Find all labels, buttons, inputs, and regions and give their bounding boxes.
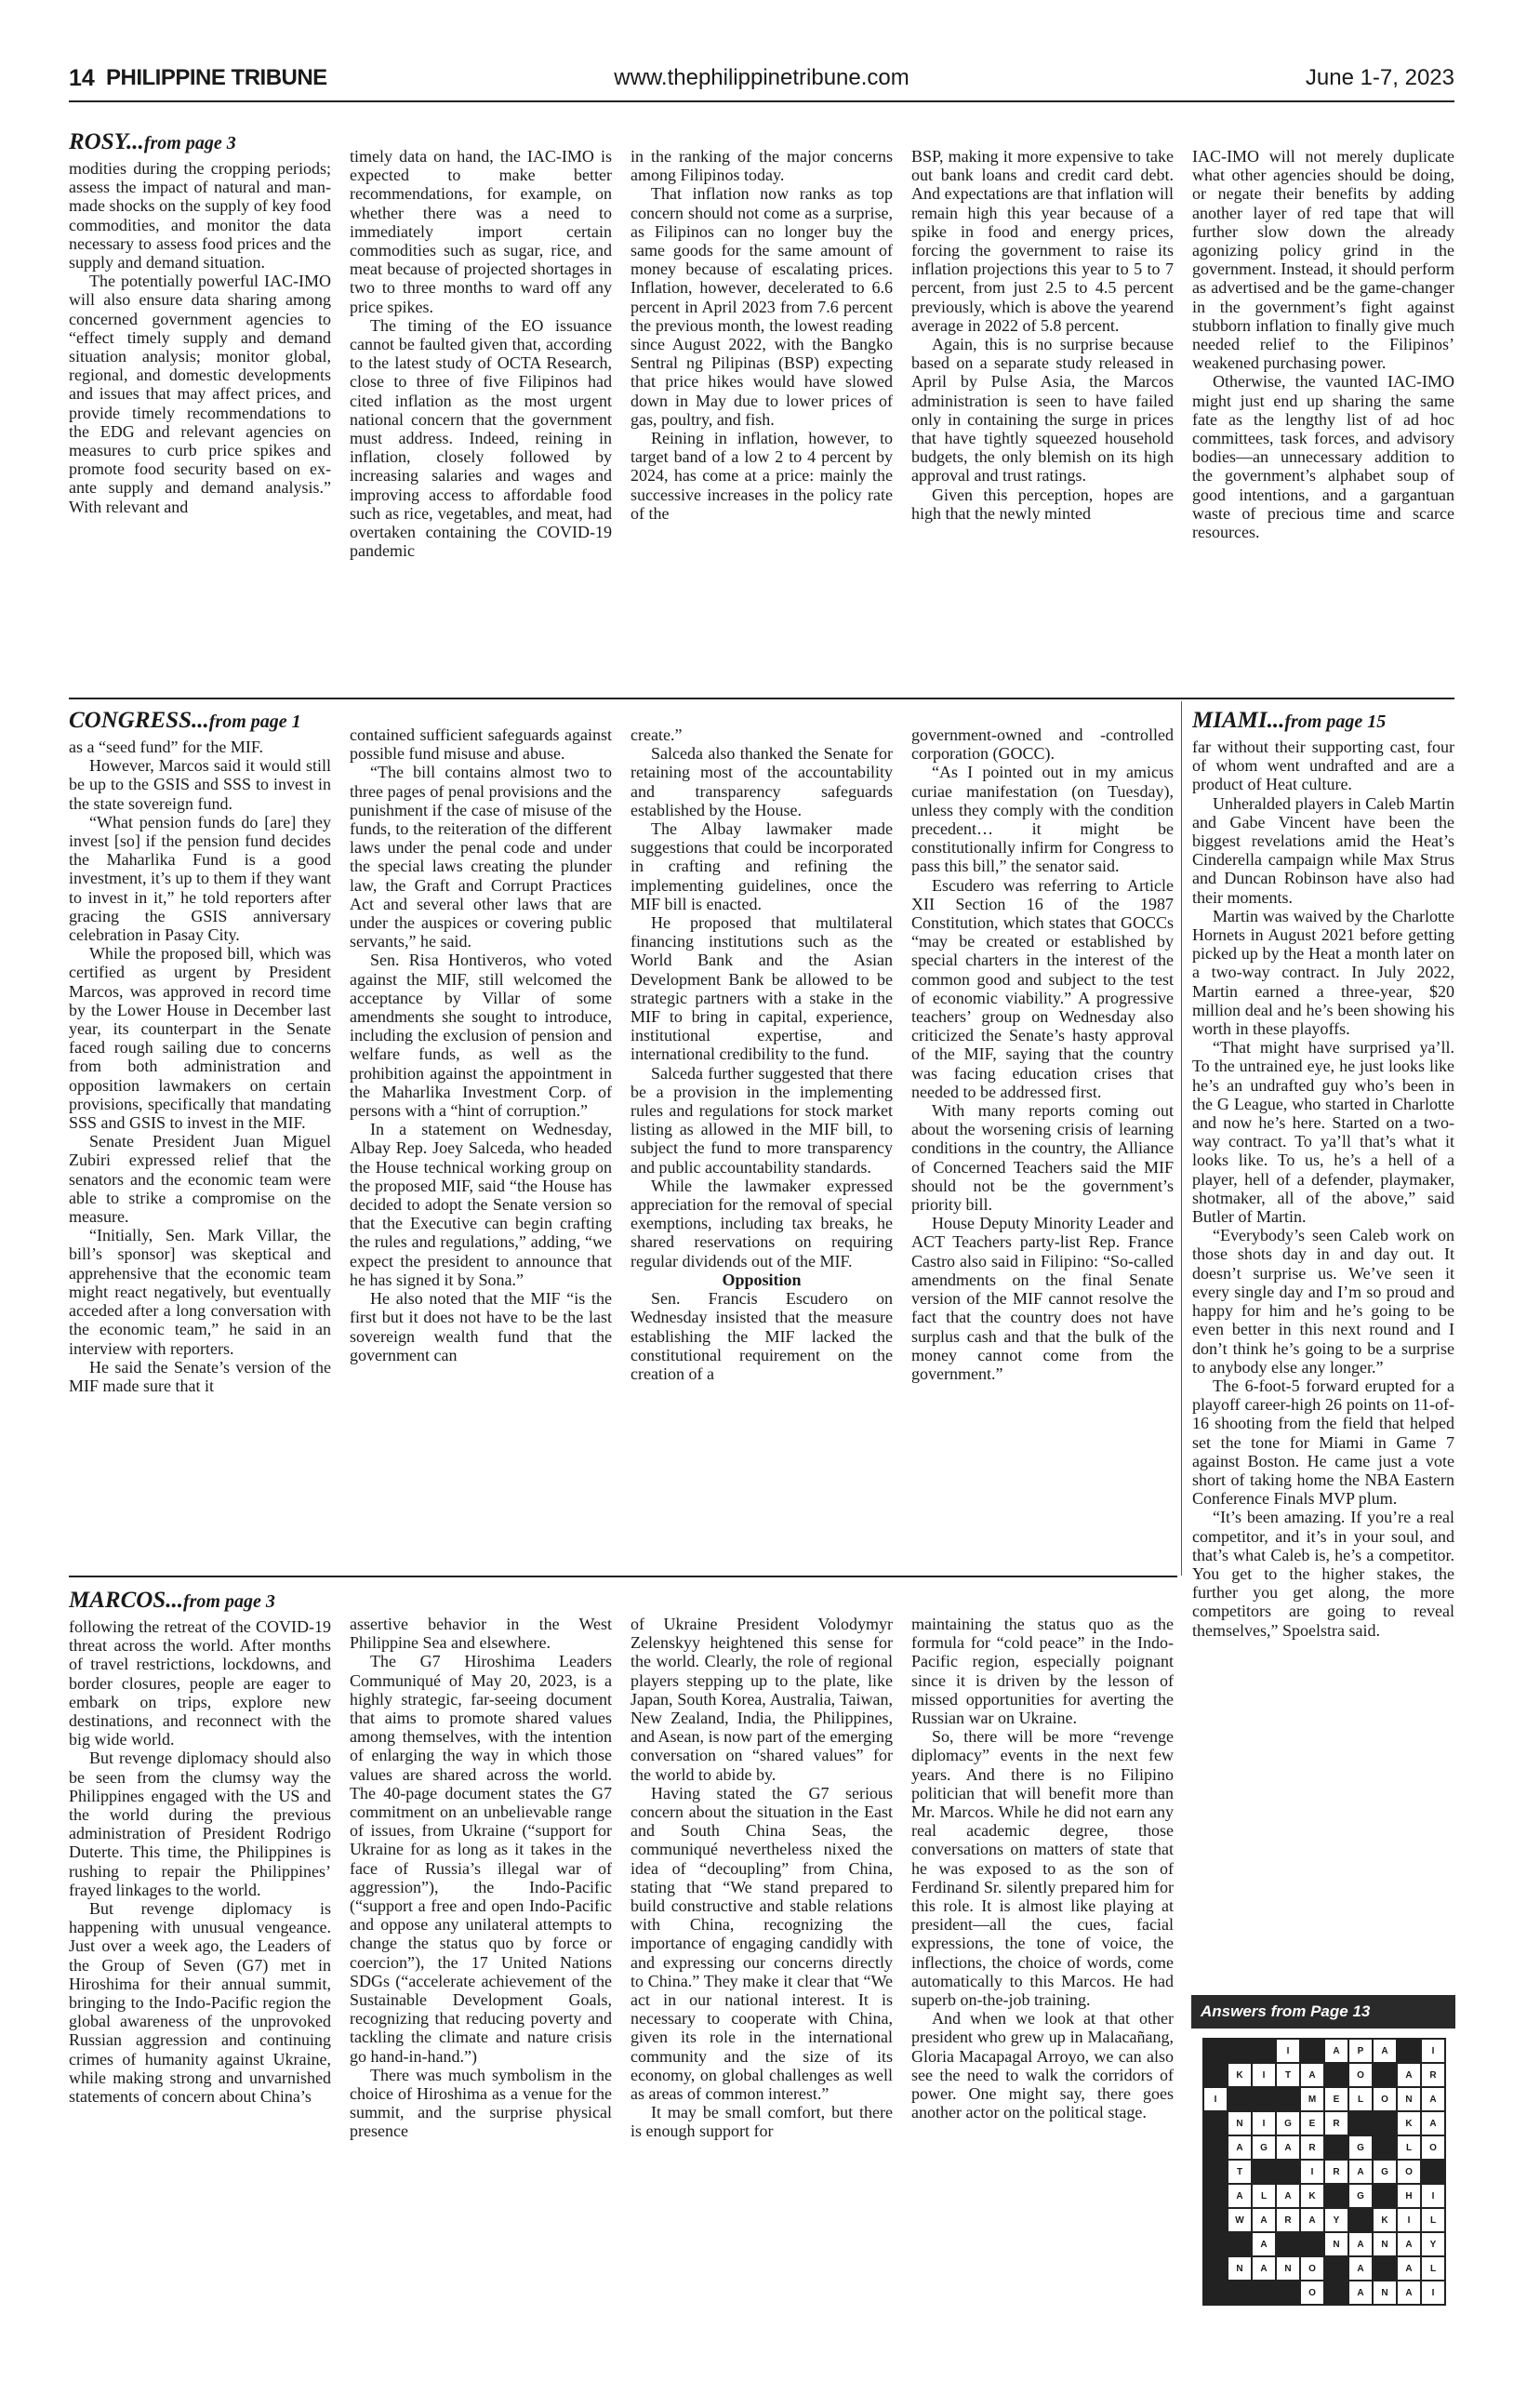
grid-letter: I xyxy=(1252,2111,1276,2135)
paragraph: modities during the cropping periods; assess the impact of natural and man-made shocks on the supply of key food commodities, and monitor the data necessary to assess food prices and the supply and demand situation. xyxy=(69,159,331,273)
rosy-column-2 xyxy=(350,147,612,693)
grid-block xyxy=(1276,2281,1300,2305)
grid-letter: K xyxy=(1397,2111,1421,2135)
paragraph: House Deputy Minority Leader and ACT Teachers party-list Rep. France Castro also said in Filipino: “So-called amendments on the final Senate version of the MIF cannot resolve the fact that the country does not have surplus cash and that the bulk of the money cannot come from the government.” xyxy=(911,1214,1174,1383)
grid-letter: I xyxy=(1421,2039,1445,2063)
grid-block xyxy=(1228,2087,1252,2111)
grid-letter: A xyxy=(1348,2232,1373,2256)
paragraph: He also noted that the MIF “is the first but it does not have to be the last sovereign wealth fund that the government can xyxy=(350,1289,612,1364)
paragraph: Having stated the G7 serious concern about the situation in the East and South China Seas, the communiqué nevertheless nixed the idea of “decoupling” from China, stating that “We stand prepared to build constructive and stable relations with China, recognizing the importance of engaging candidly with and expressing our concerns directly to China.” They make it clear that “We act in our national interest. It is necessary to cooperate with China, given its role in the international community and the size of its economy, on global challenges as well as areas of common interest.” xyxy=(631,1783,893,2104)
paragraph: The Albay lawmaker made suggestions that could be incorporated in crafting and refining the implementing guidelines, once the MIF bill is enacted. xyxy=(631,819,893,913)
grid-block xyxy=(1276,2160,1300,2184)
section-divider xyxy=(69,1576,1177,1577)
grid-letter: O xyxy=(1397,2160,1421,2184)
paragraph: The potentially powerful IAC-IMO will also ensure data sharing among concerned government agencies to “effect timely supply and demand situation analysis; monitor global, regional, and domestic developments and issues that may affect prices, and provide timely recommendations to the EDG and relevant agencies on measures to curb price spikes and promote food security based on ex-ante supply and demand analysis.” With relevant and xyxy=(69,272,331,516)
miami-column xyxy=(1192,707,1454,1986)
paragraph: Martin was waived by the Charlotte Hornets in August 2021 before getting picked up by the Heat a month later on a two-way contract. In July 2022, Martin earned a three-year, $20 million deal and he’s been showing his worth in these playoffs. xyxy=(1192,906,1454,1039)
grid-letter: N xyxy=(1397,2087,1421,2111)
grid-block xyxy=(1203,2232,1228,2256)
grid-letter: I xyxy=(1252,2063,1276,2087)
grid-letter: N xyxy=(1276,2256,1300,2281)
marcos-column-1 xyxy=(69,1587,331,2312)
grid-block xyxy=(1373,2135,1397,2160)
paragraph: “Everybody’s seen Caleb work on those shots day in and day out. It doesn’t surprise us. We’ve seen it every single day and I’m so proud and happy for him and he’s going to be even better in this next round and I don’t think he’s going to be a surprise to anybody else any longer.” xyxy=(1192,1226,1454,1377)
paragraph: With many reports coming out about the worsening crisis of learning conditions in the country, the Alliance of Concerned Teachers said the MIF should not be the government’s priority bill. xyxy=(911,1101,1174,1215)
grid-letter: G xyxy=(1348,2184,1373,2208)
grid-letter: R xyxy=(1421,2063,1445,2087)
grid-letter: I xyxy=(1421,2281,1445,2305)
paragraph: “What pension funds do [are] they invest [so] if the pension fund decides the Maharlika Fund is a good investment, it’s up to them if they want to invest in it,” he told reporters after gracing the GSIS anniversary celebration in Pasay City. xyxy=(69,812,331,945)
paragraph: Salceda also thanked the Senate for retaining most of the accountability and transparency safeguards established by the House. xyxy=(631,744,893,819)
paragraph: maintaining the status quo as the formula for “cold peace” in the Indo-Pacific region, especially poignant since it is driven by the lesson of missed opportunities for averting the Russian war on Ukraine. xyxy=(911,1615,1174,1728)
miami-kicker: MIAMI...from page 15 xyxy=(1192,708,1387,733)
grid-letter: A xyxy=(1300,2208,1324,2232)
page-number: 14 xyxy=(69,65,95,91)
paragraph: “It’s been amazing. If you’re a real competitor, and it’s in your soul, and that’s what Caleb is, he’s a competitor. You get to the higher stakes, the further you get along, the more competitors are going to reveal themselves,” Spoelstra said. xyxy=(1192,1508,1454,1640)
grid-letter: G xyxy=(1348,2135,1373,2160)
grid-block xyxy=(1397,2039,1421,2063)
paragraph: timely data on hand, the IAC-IMO is expected to make better recommendations, for example, on whether there was a need to immediately import certain commodities such as sugar, rice, and meat because of projected shortages in two to three months to ward off any price spikes. xyxy=(350,147,612,316)
paragraph: contained sufficient safeguards against possible fund misuse and abuse. xyxy=(350,725,612,764)
paragraph: Salceda further suggested that there be a provision in the implementing rules and regulations for stock market listing as allowed in the MIF bill, to subject the fund to more transparency and public accountability standards. xyxy=(631,1063,893,1177)
grid-letter: A xyxy=(1397,2256,1421,2281)
paragraph: He proposed that multilateral financing institutions such as the World Bank and the Asian Development Bank be allowed to be strategic partners with a stake in the MIF to bring in capital, experience, institutional expertise, and international credibility to the fund. xyxy=(631,913,893,1064)
grid-letter: A xyxy=(1397,2281,1421,2305)
grid-block xyxy=(1252,2039,1276,2063)
grid-block xyxy=(1348,2208,1373,2232)
grid-letter: E xyxy=(1300,2111,1324,2135)
grid-letter: O xyxy=(1373,2087,1397,2111)
grid-block xyxy=(1300,2039,1324,2063)
congress-kicker: CONGRESS...from page 1 xyxy=(69,708,301,733)
paragraph: And when we look at that other president who grew up in Malacañang, Gloria Macapagal Arroyo, we can also see the need to walk the corridors of power. One might say, there goes another actor on the political stage. xyxy=(911,2009,1174,2122)
grid-letter: R xyxy=(1276,2208,1300,2232)
grid-block xyxy=(1203,2256,1228,2281)
congress-column-3 xyxy=(631,725,893,1572)
paragraph: So, there will be more “revenge diplomacy” events in the next few years. And there is no Filipino politician that will benefit more than Mr. Marcos. While he did not earn any real academic degree, those conversations on matters of state that he was exposed to as the son of Ferdinand Sr. silently prepared him for this role. It is almost like playing at president—all the cues, facial expressions, the tone of voice, the inflections, the choice of words, come automatically to this Marcos. He had superb on-the-job training. xyxy=(911,1727,1174,2010)
paragraph: “That might have surprised ya’ll. To the untrained eye, he just looks like he’s an undrafted guy who’s been in the G League, who started in Charlotte and now he’s here. Started on a two-way contract. To ya’ll that’s what it looks like. To us, he’s a hell of a player, hell of a defender, playmaker, shotmaker, all of the above,” said Butler of Martin. xyxy=(1192,1038,1454,1227)
section-divider xyxy=(69,698,1454,699)
grid-letter: E xyxy=(1324,2087,1348,2111)
paragraph: assertive behavior in the West Philippine Sea and elsewhere. xyxy=(350,1615,612,1653)
congress-column-2 xyxy=(350,725,612,1572)
paragraph: Reining in inflation, however, to target band of a low 2 to 4 percent by 2024, has come at a price: mainly the successive increases in the policy rate of the xyxy=(631,429,893,523)
paragraph: of Ukraine President Volodymyr Zelenskyy heightened this sense for the world. Clearly, the role of regional players stepping up to the plate, like Japan, South Korea, Australia, Taiwan, New Zealand, India, the Philippines, and Asean, is now part of the emerging conversation on “shared values” for the world to abide by. xyxy=(631,1615,893,1784)
grid-letter: A xyxy=(1421,2087,1445,2111)
paragraph: BSP, making it more expensive to take out bank loans and credit card debt. And expectations are that inflation will remain high this year because of a spike in food and energy prices, forcing the government to raise its inflation projections this year to 5 to 7 percent, from just 2.5 to 4.5 percent previously, which is above the yearend average in 2022 of 5.8 percent. xyxy=(911,147,1174,335)
grid-block xyxy=(1421,2160,1445,2184)
paragraph: Unheralded players in Caleb Martin and Gabe Vincent have been the biggest revelations amid the Heat’s Cinderella campaign while Max Strus and Duncan Robinson have also had their moments. xyxy=(1192,793,1454,907)
crossword-grid xyxy=(1202,2038,1446,2306)
paragraph: That inflation now ranks as top concern should not come as a surprise, as Filipinos can no longer buy the same goods for the same amount of money because of escalating prices. Inflation, however, decelerated to 6.6 percent in April 2023 from 7.6 percent the previous month, the lowest reading since August 2022, with the Bangko Sentral ng Pilipinas (BSP) expecting that price hikes would have slowed down in May due to lower prices of gas, poultry, and fish. xyxy=(631,184,893,429)
grid-block xyxy=(1324,2135,1348,2160)
paragraph: “Initially, Sen. Mark Villar, the bill’s sponsor] was skeptical and apprehensive that the economic team might react negatively, but eventually acceded after a long conversation with the economic team,” he said in an interview with reporters. xyxy=(69,1226,331,1358)
paragraph: Sen. Risa Hontiveros, who voted against the MIF, still welcomed the acceptance by Villar of some amendments she sought to introduce, including the exclusion of pension and welfare funds, as well as the prohibition against the appointment in the Maharlika Investment Corp. of persons with a “hint of corruption.” xyxy=(350,951,612,1121)
paragraph: Given this perception, hopes are high that the newly minted xyxy=(911,485,1174,523)
congress-column-4 xyxy=(911,725,1174,1572)
paragraph: as a “seed fund” for the MIF. xyxy=(69,738,263,756)
grid-letter: A xyxy=(1228,2184,1252,2208)
rosy-kicker: ROSY...from page 3 xyxy=(69,129,236,154)
rosy-column-1 xyxy=(69,128,331,693)
grid-letter: A xyxy=(1397,2232,1421,2256)
grid-letter: H xyxy=(1397,2184,1421,2208)
grid-letter: T xyxy=(1228,2160,1252,2184)
grid-letter: A xyxy=(1421,2111,1445,2135)
grid-block xyxy=(1203,2135,1228,2160)
grid-letter: A xyxy=(1252,2256,1276,2281)
grid-letter: L xyxy=(1421,2208,1445,2232)
grid-block xyxy=(1228,2232,1252,2256)
website-url[interactable]: www.thephilippinetribune.com xyxy=(614,65,909,90)
grid-letter: N xyxy=(1228,2256,1252,2281)
grid-letter: A xyxy=(1397,2063,1421,2087)
paragraph: Sen. Francis Escudero on Wednesday insisted that the measure establishing the MIF lacked the constitutional requirement on the creation of a xyxy=(631,1289,893,1383)
issue-date: June 1-7, 2023 xyxy=(1305,65,1454,90)
grid-block xyxy=(1276,2087,1300,2111)
grid-block xyxy=(1373,2256,1397,2281)
paragraph: There was much symbolism in the choice of Hiroshima as a venue for the summit, and the surprise physical presence xyxy=(350,2065,612,2141)
grid-letter: G xyxy=(1373,2160,1397,2184)
rosy-column-4 xyxy=(911,147,1174,693)
grid-letter: K xyxy=(1300,2184,1324,2208)
rosy-column-5 xyxy=(1192,147,1454,693)
paragraph: The G7 Hiroshima Leaders Communiqué of May 20, 2023, is a highly strategic, far-seeing document that aims to promote shared values among themselves, with the intention of enlarging the way in which those values are shared across the world. The 40-page document states the G7 commitment on an unbelievable range of issues, from Ukraine (“support for Ukraine for as long as it takes in the face of Russia’s illegal war of aggression”), the Indo-Pacific (“support a free and open Indo-Pacific and oppose any unilateral attempts to change the status quo by force or coercion”), the 17 United Nations SDGs (“accelerate achievement of the Sustainable Development Goals, recognizing that reducing poverty and tackling the climate and nature crisis go hand-in-hand.”) xyxy=(350,1652,612,2066)
grid-block xyxy=(1348,2111,1373,2135)
grid-letter: A xyxy=(1373,2039,1397,2063)
congress-column-1 xyxy=(69,707,331,1572)
grid-letter: R xyxy=(1300,2135,1324,2160)
paragraph: Again, this is no surprise because based on a separate study released in April by Pulse Asia, the Marcos administration is seen to have failed only in containing the surge in prices that have tightly squeezed household budgets, the only blemish on its high approval and trust ratings. xyxy=(911,335,1174,486)
grid-block xyxy=(1324,2184,1348,2208)
newspaper-name: PHILIPPINE TRIBUNE xyxy=(106,65,327,90)
paragraph: Senate President Juan Miguel Zubiri expressed relief that the senators and the economic team were able to strike a compromise on the measure. xyxy=(69,1132,331,1227)
paragraph: However, Marcos said it would still be up to the GSIS and SSS to invest in the state sovereign fund. xyxy=(69,756,331,813)
paragraph: The 6-foot-5 forward erupted for a playoff career-high 26 points on 11-of-16 shooting from the field that helped set the tone for Miami in Game 7 against Boston. He came just a vote short of taking home the NBA Eastern Conference Finals MVP plum. xyxy=(1192,1376,1454,1509)
marcos-column-2 xyxy=(350,1615,612,2312)
marcos-column-4 xyxy=(911,1615,1174,2312)
marcos-kicker: MARCOS...from page 3 xyxy=(69,1588,275,1613)
grid-block xyxy=(1203,2281,1228,2305)
paragraph: following the retreat of the COVID-19 threat across the world. After months of travel restrictions, lockdowns, and border closures, people are eager to embark on trips, explore new destinations, and reconnect with the big wide world. xyxy=(69,1617,331,1749)
grid-block xyxy=(1324,2256,1348,2281)
grid-letter: A xyxy=(1228,2135,1252,2160)
grid-letter: G xyxy=(1276,2111,1300,2135)
grid-letter: A xyxy=(1324,2039,1348,2063)
grid-block xyxy=(1373,2063,1397,2087)
column-divider xyxy=(1181,701,1182,1576)
paragraph: far without their supporting cast, four of whom went undrafted and are a product of Heat culture. xyxy=(1192,738,1454,794)
grid-letter: K xyxy=(1373,2208,1397,2232)
grid-letter: N xyxy=(1324,2232,1348,2256)
grid-block xyxy=(1252,2087,1276,2111)
grid-block xyxy=(1324,2063,1348,2087)
grid-block xyxy=(1276,2232,1300,2256)
paragraph: create.” xyxy=(631,725,683,744)
grid-letter: I xyxy=(1421,2184,1445,2208)
grid-block xyxy=(1203,2184,1228,2208)
paragraph: IAC-IMO will not merely duplicate what other agencies should be doing, or negate their benefits by adding another layer of red tape that will further slow down the already agonizing policy grind in the government. Instead, it should perform as advertised and be the game-changer in the government’s fight against stubborn inflation to finally give much needed relief to the Filipinos’ weakened purchasing power. xyxy=(1192,147,1454,373)
grid-letter: Y xyxy=(1421,2232,1445,2256)
grid-letter: O xyxy=(1348,2063,1373,2087)
paragraph: “As I pointed out in my amicus curiae manifestation (on Tuesday), unless they comply with the condition precedent… it might be constitutionally infirm for Congress to pass this bill,” the senator said. xyxy=(911,763,1174,876)
grid-letter: O xyxy=(1421,2135,1445,2160)
paragraph: But revenge diplomacy should also be seen from the clumsy way the Philippines engaged with the US and the world during the previous administration of President Rodrigo Duterte. This time, the Philippines is rushing to repair the Philippines’ frayed linkages to the world. xyxy=(69,1749,331,1899)
grid-letter: R xyxy=(1324,2160,1348,2184)
grid-block xyxy=(1228,2039,1252,2063)
grid-block xyxy=(1252,2281,1276,2305)
marcos-column-3 xyxy=(631,1615,893,2312)
grid-letter: L xyxy=(1421,2256,1445,2281)
grid-letter: P xyxy=(1348,2039,1373,2063)
paragraph: While the lawmaker expressed appreciation for the removal of special exemptions, including tax breaks, he shared reservations on requiring regular dividends out of the MIF. xyxy=(631,1176,893,1270)
grid-letter: L xyxy=(1348,2087,1373,2111)
grid-letter: A xyxy=(1252,2232,1276,2256)
grid-block xyxy=(1203,2111,1228,2135)
grid-letter: I xyxy=(1276,2039,1300,2063)
answers-title: Answers from Page 13 xyxy=(1191,1995,1455,2029)
grid-letter: G xyxy=(1252,2135,1276,2160)
page-header xyxy=(69,54,1454,102)
paragraph: While the proposed bill, which was certified as urgent by President Marcos, was approved in record time by the Lower House in December last year, its counterpart in the Senate faced rough sailing due to concerns from both administration and opposition lawmakers on certain provisions, specifically that mandating SSS and GSIS to invest in the MIF. xyxy=(69,944,331,1133)
grid-letter: R xyxy=(1324,2111,1348,2135)
grid-block xyxy=(1373,2184,1397,2208)
paragraph: Otherwise, the vaunted IAC-IMO might just end up sharing the same fate as the lengthy list of ad hoc committees, task forces, and advisory bodies—an unnecessary addition to the government’s alphabet soup of good intentions, and a gargantuan waste of precious time and scarce resources. xyxy=(1192,372,1454,542)
grid-block xyxy=(1203,2039,1228,2063)
grid-block xyxy=(1203,2063,1228,2087)
grid-letter: L xyxy=(1397,2135,1421,2160)
grid-block xyxy=(1300,2232,1324,2256)
grid-letter: I xyxy=(1397,2208,1421,2232)
grid-letter: W xyxy=(1228,2208,1252,2232)
grid-letter: A xyxy=(1276,2135,1300,2160)
crossword-answers-box xyxy=(1191,1995,1455,2297)
paragraph: In a statement on Wednesday, Albay Rep. Joey Salceda, who headed the House technical working group on the proposed MIF, said “the House has decided to adopt the Senate version so that the Executive can begin crafting the rules and regulations,” adding, “we expect the president to announce that he has signed it by Sona.” xyxy=(350,1120,612,1289)
grid-letter: O xyxy=(1300,2256,1324,2281)
grid-block xyxy=(1203,2208,1228,2232)
grid-letter: A xyxy=(1348,2160,1373,2184)
paragraph: The timing of the EO issuance cannot be faulted given that, according to the latest study of OCTA Research, close to three of five Filipinos had cited inflation as the most urgent national concern that the government must address. Indeed, reining in inflation, closely followed by increasing salaries and wages and improving access to affordable food such as rice, vegetables, and meat, had overtaken containing the COVID-19 pandemic xyxy=(350,315,612,561)
grid-letter: L xyxy=(1252,2184,1276,2208)
paragraph: Escudero was referring to Article XII Section 16 of the 1987 Constitution, which states that GOCCs “may be created or established by special charters in the interest of the common good and subject to the test of economic viability.” A progressive teachers’ group on Wednesday also criticized the Senate’s hasty approval of the MIF, saying that the country was facing education crises that needed to be addressed first. xyxy=(911,875,1174,1101)
paragraph: But revenge diplomacy is happening with unusual vengeance. Just over a week ago, the Leaders of the Group of Seven (G7) met in Hiroshima for their annual summit, bringing to the Indo-Pacific region the global awareness of the unprovoked Russian aggression and continuing crimes of humanity against Ukraine, while making strong and unvarnished statements of concern about China’s xyxy=(69,1899,331,2107)
grid-letter: A xyxy=(1300,2063,1324,2087)
subhead-opposition: Opposition xyxy=(722,1270,802,1289)
grid-letter: N xyxy=(1373,2281,1397,2305)
grid-letter: I xyxy=(1203,2087,1228,2111)
grid-letter: N xyxy=(1228,2111,1252,2135)
grid-letter: A xyxy=(1348,2281,1373,2305)
grid-letter: A xyxy=(1348,2256,1373,2281)
paragraph: He said the Senate’s version of the MIF made sure that it xyxy=(69,1357,331,1395)
grid-letter: O xyxy=(1300,2281,1324,2305)
grid-block xyxy=(1324,2281,1348,2305)
grid-letter: I xyxy=(1300,2160,1324,2184)
grid-block xyxy=(1252,2160,1276,2184)
paragraph: “The bill contains almost two to three pages of penal provisions and the punishment if the case of misuse of the funds, to the reiteration of the different laws under the penal code and under the special laws creating the plunder law, the Graft and Corrupt Practices Act and several other laws that are under the auspices or covering public servants,” he said. xyxy=(350,763,612,951)
grid-letter: M xyxy=(1300,2087,1324,2111)
grid-letter: A xyxy=(1276,2184,1300,2208)
grid-block xyxy=(1203,2160,1228,2184)
grid-block xyxy=(1228,2281,1252,2305)
grid-letter: N xyxy=(1373,2232,1397,2256)
grid-letter: Y xyxy=(1324,2208,1348,2232)
grid-letter: K xyxy=(1228,2063,1252,2087)
grid-letter: A xyxy=(1252,2208,1276,2232)
paragraph: in the ranking of the major concerns among Filipinos today. xyxy=(631,147,893,185)
grid-letter: T xyxy=(1276,2063,1300,2087)
paragraph: It may be small comfort, but there is enough support for xyxy=(631,2103,893,2141)
paragraph: government-owned and -controlled corporation (GOCC). xyxy=(911,725,1174,764)
rosy-column-3 xyxy=(631,147,893,693)
grid-block xyxy=(1373,2111,1397,2135)
